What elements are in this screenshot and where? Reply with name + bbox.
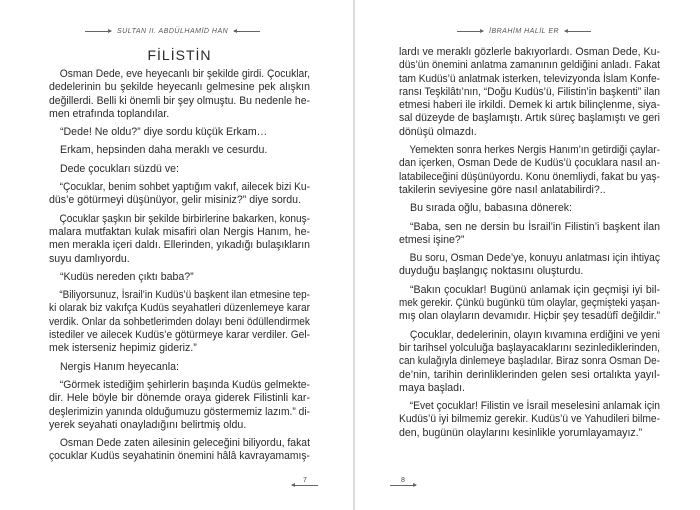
paragraph — [399, 400, 660, 440]
text-line: ransı Teşkilâtı’nın, “Doğu Kudüs’ü, Filistin’in başkenti” ilan — [399, 85, 660, 98]
left-page-number — [292, 477, 318, 486]
text-line: Bu sırada oğlu, babasına dönerek: — [410, 202, 572, 215]
text-line: “Evet çocuklar! Filistin ve İsrail meselesini anlamak için — [409, 400, 661, 413]
text-line: men merakla içeri daldı. Ellerinden, yıkadığı bulaşıkların — [49, 239, 310, 252]
paragraph — [49, 361, 310, 374]
paragraph — [399, 46, 660, 139]
right-running-head — [457, 28, 591, 35]
text-line: Osman Dede zaten ailesinin geleceğini biliyordu, fakat — [59, 437, 311, 450]
paragraph — [49, 437, 310, 464]
text-line: “Kudüs nereden çıktı baba?” — [60, 270, 194, 283]
text-line: “Bakın çocuklar! Bugünü anlamak için geçmişi iyi bil- — [410, 283, 660, 296]
paragraph — [49, 144, 310, 157]
text-line: Nergis Hanım heyecanla: — [60, 360, 179, 373]
text-line: sal düzeyde de başlamıştı. Artık süreç başlamıştı ve geri — [399, 112, 660, 125]
text-line: maya başladı. — [399, 381, 465, 394]
text-line: “Görmek istediğim şehirlerin başında Kudüs gelmekte- — [59, 378, 311, 391]
text-line: den, bugünün olaylarını kesinlikle yorumlayamayız.” — [399, 426, 643, 439]
paragraph — [399, 329, 660, 395]
text-line: dönüşü olmazdı. — [399, 125, 477, 138]
text-line: istediler ve ailecek Kudüs’e götürmeye karar verdiler. Gel- — [49, 329, 311, 342]
page-number-text: 7 — [303, 477, 307, 484]
paragraph — [49, 379, 310, 432]
text-line: çocuklar Kudüs seyahatinin önemini hâlâ kavrayamamış- — [49, 450, 310, 463]
paragraph — [399, 252, 660, 279]
arrow-ornament-icon — [457, 31, 483, 32]
paragraph — [49, 163, 310, 176]
right-page-body — [399, 46, 660, 445]
text-line: can kulağıyla dinlemeye başladılar. Biraz sonra Osman De- — [399, 355, 661, 368]
arrow-ornament-icon — [85, 31, 111, 32]
text-line: Dede çocukları süzdü ve: — [60, 162, 179, 175]
arrow-ornament-icon — [292, 485, 318, 486]
text-line: etmesi haberi ile irkildi. Demek ki artık bilinçlenme, siya- — [399, 99, 660, 112]
text-line: duyduğu başlangıç noktasını oluşturdu. — [399, 265, 584, 278]
text-line: verdik. Onlar da sohbetlerimden dolayı beni ödüllendirmek — [49, 315, 310, 328]
text-line: etmesi işine?” — [399, 233, 465, 246]
book-gutter — [353, 0, 355, 510]
text-line: “Dede! Ne oldu?” diye sordu küçük Erkam… — [60, 126, 268, 139]
paragraph — [49, 213, 310, 266]
text-line: mış olan olayların devamıdır. Hiçbir şey tesadüfî değildir.” — [399, 310, 661, 323]
text-line: latabileceğini düşünüyordu. Konu önemliydi, fakat bu yaş- — [399, 170, 660, 183]
text-line: mek gerekir. Çünkü bugünkü tüm olaylar, geçmişteki yaşan- — [399, 297, 660, 310]
paragraph — [49, 271, 310, 284]
right-page-number — [390, 477, 416, 486]
text-line: yerek seyahati onayladığını belirtmiş oldu. — [49, 418, 247, 431]
text-line: dir. Hele böyle bir dönemde oraya giderek Filistinli kar- — [49, 392, 310, 405]
text-line: bir tarihsel yolculuğa başlayacaklarını sezinlediklerinden, — [399, 341, 661, 354]
text-line: dedelerinin bu şekilde heyecanlı gelmesine pek alışkın — [49, 81, 310, 94]
left-running-head — [85, 28, 260, 35]
left-page-body — [49, 46, 310, 469]
text-line: “Biliyorsunuz, İsrail’in Kudüs’ü başkent ilan etmesine tep- — [59, 289, 310, 302]
text-line: ki olarak biz vakıfça Kudüs seyahatleri düzenlemeye karar — [49, 302, 310, 315]
running-head-text: SULTAN II. ABDÜLHAMİD HAN — [117, 28, 229, 35]
text-line: mek isterseniz hepimiz gideriz.” — [49, 342, 197, 355]
text-line: düs’ün önemini anlatma zamanının geldiğini anladı. Fakat — [399, 59, 660, 72]
text-line: tam Kudüs’ü anlatmak isterken, televizyonda İslam Konfe- — [399, 72, 661, 85]
text-line: de’nin, tarihin derinliklerinden gelen sesi ortalıkta yayıl- — [399, 368, 660, 381]
page-number-text: 8 — [401, 477, 405, 484]
arrow-ornament-icon — [390, 485, 416, 486]
text-line: lardı ve meraklı gözlerle bakıyorlardı. Osman Dede, Ku- — [399, 46, 661, 58]
text-line: Bu soru, Osman Dede’ye, konuyu anlatması için ihtiyaç — [409, 252, 660, 265]
text-line: dan içerken, Osman Dede de Kudüs’ü çocuklara nasıl an- — [399, 157, 661, 170]
paragraph — [399, 144, 660, 197]
text-line: Osman Dede, eve heyecanlı bir şekilde girdi. Çocuklar, — [59, 68, 311, 80]
text-line: Erkam, hepsinden daha meraklı ve cesurdu. — [60, 144, 268, 157]
text-line: düs’e götürmeyi düşünüyor, gelir misiniz?” diye sordu. — [49, 194, 302, 207]
text-line: malara mutfaktan kulak misafiri olan Nergis Hanım, he- — [49, 225, 310, 238]
text-line: takilerin seviyesine göre nasıl anlatabilirdi?.. — [399, 183, 606, 196]
paragraph — [49, 68, 310, 121]
text-line: Çocuklar şaşkın bir şekilde birbirlerine bakarken, konuş- — [59, 212, 310, 225]
paragraph — [49, 181, 310, 208]
paragraph — [49, 289, 310, 355]
text-line: Çocuklar, dedelerinin, olayın kıvamına erdiğini ve yeni — [409, 328, 660, 341]
text-line: “Çocuklar, benim sohbet yaptığım vakıf, ailecek bizi Ku- — [59, 181, 310, 194]
text-line: men etrafında toplandılar. — [49, 107, 170, 120]
paragraph — [399, 221, 660, 248]
paragraph — [399, 202, 660, 215]
arrow-ornament-icon — [234, 31, 260, 32]
text-line: Kudüs’ü iyi bilmemiz gerekir. Kudüs’ü ve Yahudileri bilme- — [399, 413, 660, 426]
text-line: Yemekten sonra herkes Nergis Hanım’ın getirdiği çaylar- — [409, 144, 660, 157]
text-line: deşlerimizin yanında olduğumuzu göstermemiz lazım.” di- — [49, 405, 311, 418]
text-line: değillerdi. Belli ki önemli bir şey olmuştu. Bu nedenle he- — [49, 94, 311, 107]
text-line: suyu damlıyordu. — [49, 252, 130, 265]
paragraph — [399, 284, 660, 324]
text-line: “Baba, sen ne dersin bu İsrail’in Filistin’i başkent ilan — [410, 220, 660, 233]
chapter-title: FİLİSTİN — [147, 47, 212, 63]
arrow-ornament-icon — [565, 31, 591, 32]
paragraph — [49, 126, 310, 139]
running-head-text: İBRAHİM HALİL ER — [489, 28, 560, 35]
